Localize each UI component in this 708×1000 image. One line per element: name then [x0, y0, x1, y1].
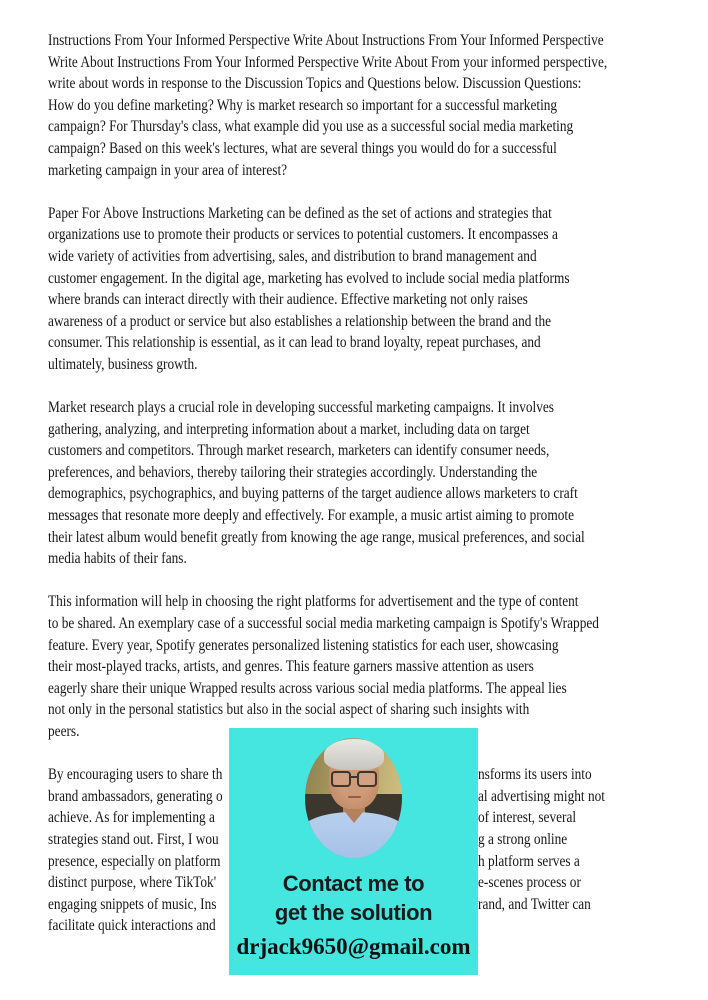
avatar-glasses-right-lens [357, 771, 377, 787]
text-line: awareness of a product or service but also establishes a relationship between the brand and the [48, 312, 552, 330]
text-line: campaign? Based on this week's lectures, what are several things you would do for a successful [48, 139, 557, 157]
text-line: peers. [48, 723, 80, 740]
avatar-glasses-left-lens [331, 771, 351, 787]
text-line: preferences, and behaviors, thereby tailoring their strategies accordingly. Understanding the [48, 463, 538, 481]
text-fragment-right: of interest, several [478, 809, 577, 827]
text-fragment-right: al advertising might not [478, 787, 605, 805]
text-fragment-left: By encouraging users to share th [48, 766, 223, 784]
text-line: their latest album would benefit greatly from knowing the age range, musical preferences, and social [48, 528, 585, 546]
text-line: not only in the personal statistics but also in the social aspect of sharing such insights with [48, 701, 530, 719]
text-line: Write About Instructions From Your Informed Perspective Write About From your informed perspective, [48, 53, 608, 71]
text-line: where brands can interact directly with their audience. Effective marketing not only raises [48, 291, 528, 309]
text-line: customer engagement. In the digital age, marketing has evolved to include social media platforms [48, 269, 570, 287]
text-line: feature. Every year, Spotify generates personalized listening statistics for each user, showcasing [48, 636, 559, 654]
text-fragment-left: strategies stand out. First, I wou [48, 830, 219, 848]
overlay-heading-line2: get the solution [274, 900, 433, 925]
avatar-hair [324, 739, 384, 770]
text-line: Paper For Above Instructions Marketing can be defined as the set of actions and strategies that [48, 204, 552, 222]
text-line: demographics, psychographics, and buying patterns of the target audience allows marketers to craft [48, 485, 578, 503]
text-line: gathering, analyzing, and interpreting information about a market, including data on target [48, 420, 530, 438]
text-line: marketing campaign in your area of interest? [48, 161, 288, 179]
paragraph-marketing-definition [48, 203, 662, 376]
text-fragment-left: distinct purpose, where TikTok' [48, 874, 217, 892]
paragraph-instructions [48, 30, 662, 181]
text-fragment-left: achieve. As for implementing a [48, 809, 215, 827]
text-fragment-right: rand, and Twitter can [478, 895, 591, 913]
text-fragment-right: h platform serves a [478, 852, 580, 870]
text-line: customers and competitors. Through market research, marketers can identify consumer needs, [48, 442, 550, 460]
text-line: to be shared. An exemplary case of a successful social media marketing campaign is Spotify's Wrapped [48, 615, 599, 633]
text-line: ultimately, business growth. [48, 355, 198, 373]
paragraph-spotify-wrapped [48, 591, 662, 742]
text-line: eagerly share their unique Wrapped results across various social media platforms. The appeal lies [48, 679, 567, 697]
text-fragment-left: engaging snippets of music, Ins [48, 895, 217, 913]
overlay-heading-line1: Contact me to [282, 871, 425, 896]
text-line: campaign? For Thursday's class, what example did you use as a successful social media marketing [48, 118, 574, 136]
text-line: Instructions From Your Informed Perspective Write About Instructions From Your Informed Perspective [48, 32, 604, 49]
avatar-glasses-bridge [349, 776, 358, 778]
avatar-mouth [348, 796, 361, 798]
contact-solution-overlay [229, 728, 478, 975]
text-line: media habits of their fans. [48, 550, 187, 568]
text-fragment-right: g a strong online [478, 830, 568, 848]
text-fragment-left: brand ambassadors, generating o [48, 787, 223, 805]
text-line: consumer. This relationship is essential, as it can lead to brand loyalty, repeat purchases, and [48, 334, 541, 352]
text-line: How do you define marketing? Why is market research so important for a successful marketing [48, 96, 558, 114]
text-line: messages that resonate more deeply and effectively. For example, a music artist aiming to promote [48, 507, 575, 525]
text-fragment-right: e-scenes process or [478, 874, 581, 892]
text-fragment-left: facilitate quick interactions and [48, 917, 216, 935]
text-line: Market research plays a crucial role in developing successful marketing campaigns. It involves [48, 399, 555, 417]
text-fragment-left: presence, especially on platform [48, 852, 221, 870]
text-line: organizations use to promote their products or services to potential customers. It encompasses a [48, 226, 558, 244]
paragraph-market-research [48, 397, 662, 570]
text-line: wide variety of activities from advertising, sales, and distribution to brand management and [48, 247, 537, 265]
text-line: This information will help in choosing the right platforms for advertisement and the type of content [48, 593, 579, 611]
contact-email: drjack9650@gmail.com [236, 934, 471, 959]
text-line: write about words in response to the Discussion Topics and Questions below. Discussion Questions: [48, 75, 582, 93]
text-line: their most-played tracks, artists, and genres. This feature garners massive attention as users [48, 658, 534, 676]
tutor-avatar [305, 738, 402, 858]
text-fragment-right: nsforms its users into [478, 766, 592, 784]
